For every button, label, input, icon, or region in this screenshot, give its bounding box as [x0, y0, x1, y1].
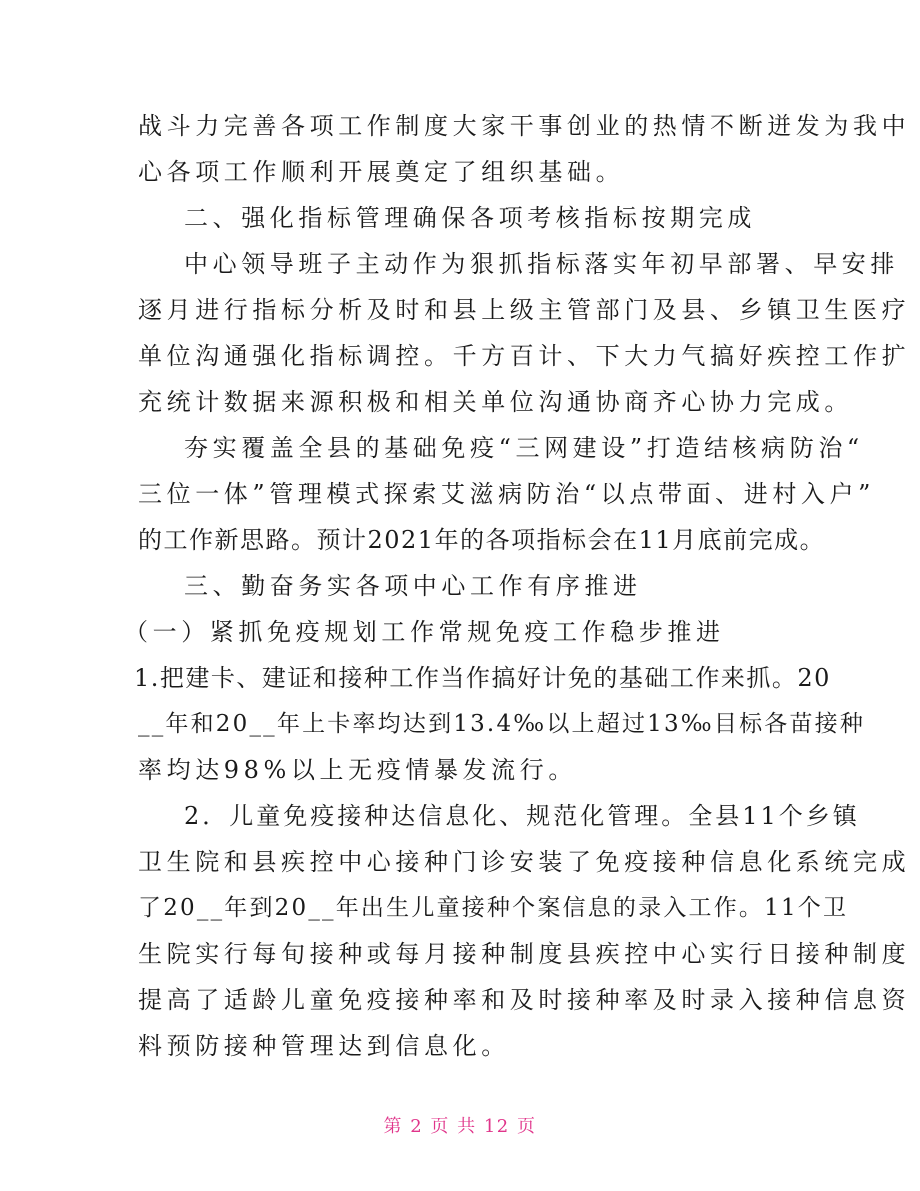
section-heading: 三、勤奋务实各项中心工作有序推进: [184, 572, 642, 600]
paragraph-line: 率均达98%以上无疫情暴发流行。: [138, 756, 577, 784]
paragraph-line: 心各项工作顺利开展奠定了组织基础。: [138, 158, 625, 186]
paragraph-line: __年和20__年上卡率均达到13.4‰以上超过13‰目标各苗接种: [138, 711, 866, 737]
paragraph-line: 生院实行每旬接种或每月接种制度县疾控中心实行日接种制度: [138, 940, 911, 968]
paragraph-line: 提高了适龄儿童免疫接种率和及时接种率及时录入接种信息资: [138, 986, 911, 1014]
paragraph-line: 充统计数据来源积极和相关单位沟通协商齐心协力完成。: [138, 388, 853, 416]
paragraph-line: 战斗力完善各项工作制度大家干事创业的热情不断迸发为我中: [138, 112, 911, 140]
paragraph-line: 逐月进行指标分析及时和县上级主管部门及县、乡镇卫生医疗: [138, 296, 911, 324]
document-body: [124, 103, 911, 1069]
paragraph-line: 1.把建卡、建证和接种工作当作搞好计免的基础工作来抓。20: [134, 664, 831, 692]
paragraph-line: 料预防接种管理达到信息化。: [138, 1032, 510, 1060]
section-heading: 二、强化指标管理确保各项考核指标按期完成: [184, 204, 756, 232]
paragraph-line: 的工作新思路。预计2021年的各项指标会在11月底前完成。: [138, 526, 826, 554]
paragraph-line: 了20__年到20__年出生儿童接种个案信息的录入工作。11个卫: [138, 895, 849, 921]
paragraph-line: 2．儿童免疫接种达信息化、规范化管理。全县11个乡镇: [184, 802, 860, 830]
paragraph-line: 中心领导班子主动作为狠抓指标落实年初早部署、早安排: [184, 250, 899, 278]
paragraph-line: 卫生院和县疾控中心接种门诊安装了免疫接种信息化系统完成: [138, 848, 911, 876]
subsection-heading: （一）紧抓免疫规划工作常规免疫工作稳步推进: [124, 618, 725, 646]
page-number: 第 2 页 共 12 页: [383, 1116, 537, 1137]
paragraph-line: 单位沟通强化指标调控。千方百计、下大力气搞好疾控工作扩: [138, 342, 911, 370]
paragraph-line: 三位一体”管理模式探索艾滋病防治“以点带面、进村入户”: [138, 480, 876, 508]
paragraph-line: 夯实覆盖全县的基础免疫“三网建设”打造结核病防治“: [184, 434, 864, 462]
